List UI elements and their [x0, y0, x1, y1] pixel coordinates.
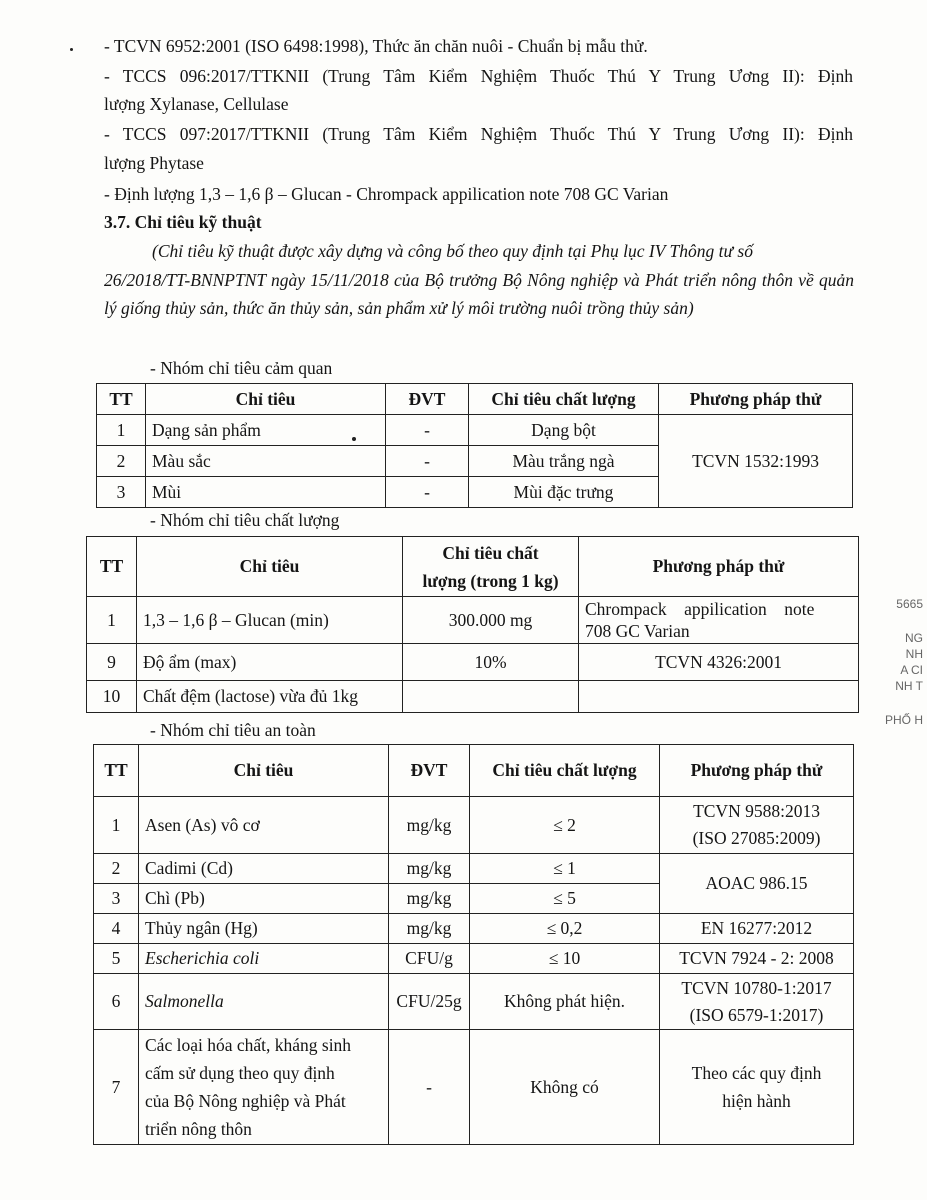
quality-spec: Màu trắng ngà	[469, 446, 659, 477]
reference-line: - Định lượng 1,3 – 1,6 β – Glucan - Chrompack appilication note 708 GC Varian	[104, 184, 669, 204]
section-heading: 3.7. Chỉ tiêu kỹ thuật	[104, 212, 262, 232]
criterion: Salmonella	[139, 974, 389, 1030]
criterion-line: cấm sử dụng theo quy định	[145, 1063, 335, 1083]
header-quality-spec	[403, 537, 579, 597]
row-number: 4	[94, 914, 139, 944]
table-row	[87, 644, 859, 681]
reference-line: lượng Xylanase, Cellulase	[104, 94, 289, 114]
criterion: Màu sắc	[146, 446, 386, 477]
criterion: Chì (Pb)	[139, 884, 389, 914]
quality-spec: Mùi đặc trưng	[469, 477, 659, 508]
reference-line: - TCCS 096:2017/TTKNII (Trung Tâm Kiểm Nghiệm Thuốc Thú Y Trung Ương II): Định	[104, 66, 853, 86]
header-quality-spec: Chỉ tiêu chất lượng	[469, 384, 659, 415]
criterion: 1,3 – 1,6 β – Glucan (min)	[137, 597, 403, 644]
table-row	[94, 914, 854, 944]
unit: -	[386, 477, 469, 508]
quality-spec: Không có	[470, 1030, 660, 1145]
header-criterion: Chỉ tiêu	[146, 384, 386, 415]
safety-group-label: - Nhóm chỉ tiêu an toàn	[150, 720, 316, 740]
row-number: 10	[87, 681, 137, 713]
row-number: 2	[97, 446, 146, 477]
stamp-fragment: PHỐ H	[884, 713, 923, 727]
quality-spec: ≤ 1	[470, 854, 660, 884]
criterion-line: triển nông thôn	[145, 1119, 252, 1139]
row-number: 6	[94, 974, 139, 1030]
quality-spec: ≤ 10	[470, 944, 660, 974]
reference-line: - TCVN 6952:2001 (ISO 6498:1998), Thức ăn chăn nuôi - Chuẩn bị mẫu thử.	[104, 36, 648, 56]
criterion: Cadimi (Cd)	[139, 854, 389, 884]
header-tt: TT	[94, 745, 139, 797]
test-method-line1: TCVN 9588:2013	[693, 801, 820, 821]
unit: -	[389, 1030, 470, 1145]
quality-spec	[403, 681, 579, 713]
header-quality-spec-line2: lượng (trong 1 kg)	[422, 570, 559, 591]
table-row	[87, 681, 859, 713]
test-method	[660, 1030, 854, 1145]
table-row	[87, 597, 859, 644]
test-method-line2: (ISO 6579-1:2017)	[689, 1004, 824, 1025]
criterion-line: Các loại hóa chất, kháng sinh	[145, 1035, 352, 1055]
stamp-fragment: A CI	[900, 663, 923, 677]
test-method-line1: Chrompack appilication note	[585, 599, 815, 619]
stamp-fragment: NH T	[895, 679, 923, 693]
header-test-method: Phương pháp thử	[660, 745, 854, 797]
quality-spec: Không phát hiện.	[470, 974, 660, 1030]
criterion-line: của Bộ Nông nghiệp và Phát	[145, 1091, 346, 1111]
table-row	[94, 797, 854, 854]
quality-spec: Dạng bột	[469, 415, 659, 446]
stamp-fragment: NH	[905, 647, 923, 661]
test-method-line2: hiện hành	[722, 1091, 791, 1111]
unit: mg/kg	[389, 854, 470, 884]
header-unit: ĐVT	[389, 745, 470, 797]
test-method: EN 16277:2012	[660, 914, 854, 944]
row-number: 7	[94, 1030, 139, 1145]
sensory-table	[96, 383, 853, 508]
quality-group-label: - Nhóm chỉ tiêu chất lượng	[150, 510, 340, 530]
row-number: 1	[94, 797, 139, 854]
scan-speck	[70, 48, 73, 51]
header-criterion: Chỉ tiêu	[137, 537, 403, 597]
unit: CFU/25g	[389, 974, 470, 1030]
header-criterion: Chỉ tiêu	[139, 745, 389, 797]
sensory-group-label: - Nhóm chỉ tiêu cảm quan	[150, 358, 333, 378]
header-tt: TT	[87, 537, 137, 597]
test-method: TCVN 4326:2001	[579, 644, 859, 681]
header-test-method: Phương pháp thử	[659, 384, 853, 415]
quality-table	[86, 536, 859, 713]
unit: mg/kg	[389, 914, 470, 944]
row-number: 5	[94, 944, 139, 974]
criterion: Mùi	[146, 477, 386, 508]
row-number: 1	[87, 597, 137, 644]
test-method-line2: 708 GC Varian	[585, 621, 690, 641]
test-method	[660, 797, 854, 854]
stamp-fragment: 5665	[896, 597, 923, 611]
test-method	[579, 597, 859, 644]
header-tt: TT	[97, 384, 146, 415]
unit: -	[386, 415, 469, 446]
criterion	[139, 1030, 389, 1145]
row-number: 2	[94, 854, 139, 884]
criterion: Escherichia coli	[139, 944, 389, 974]
quality-spec: 10%	[403, 644, 579, 681]
row-number: 1	[97, 415, 146, 446]
criterion: Asen (As) vô cơ	[139, 797, 389, 854]
regulation-note-first: (Chỉ tiêu kỹ thuật được xây dựng và công bố theo quy định tại Phụ lục IV Thông tư số	[152, 241, 753, 261]
table-row	[94, 974, 854, 1030]
test-method-line2: (ISO 27085:2009)	[692, 828, 821, 848]
quality-spec: 300.000 mg	[403, 597, 579, 644]
table-row	[94, 1030, 854, 1145]
header-quality-spec-line1: Chỉ tiêu chất	[442, 542, 539, 563]
criterion: Dạng sản phẩm	[146, 415, 386, 446]
header-quality-spec: Chỉ tiêu chất lượng	[470, 745, 660, 797]
unit: mg/kg	[389, 884, 470, 914]
test-method: TCVN 7924 - 2: 2008	[660, 944, 854, 974]
test-method: AOAC 986.15	[660, 854, 854, 914]
header-test-method: Phương pháp thử	[579, 537, 859, 597]
quality-spec: ≤ 5	[470, 884, 660, 914]
table-row	[94, 854, 854, 884]
criterion: Thủy ngân (Hg)	[139, 914, 389, 944]
test-method	[579, 681, 859, 713]
test-method-line1: TCVN 10780-1:2017	[681, 977, 832, 998]
reference-line: lượng Phytase	[104, 153, 204, 173]
unit: CFU/g	[389, 944, 470, 974]
table-row	[94, 944, 854, 974]
test-method-line1: Theo các quy định	[691, 1063, 822, 1083]
row-number: 3	[97, 477, 146, 508]
reference-line: - TCCS 097:2017/TTKNII (Trung Tâm Kiểm Nghiệm Thuốc Thú Y Trung Ương II): Định	[104, 124, 853, 144]
unit: -	[386, 446, 469, 477]
stamp-fragment: NG	[905, 631, 923, 645]
regulation-note	[104, 237, 854, 323]
row-number: 9	[87, 644, 137, 681]
margin-stamp	[885, 596, 923, 728]
safety-table	[93, 744, 854, 1145]
criterion: Độ ẩm (max)	[137, 644, 403, 681]
row-number: 3	[94, 884, 139, 914]
criterion: Chất đệm (lactose) vừa đủ 1kg	[137, 681, 403, 713]
header-unit: ĐVT	[386, 384, 469, 415]
test-method: TCVN 1532:1993	[659, 415, 853, 508]
test-method	[660, 974, 854, 1030]
quality-spec: ≤ 0,2	[470, 914, 660, 944]
regulation-note-rest: 26/2018/TT-BNNPTNT ngày 15/11/2018 của Bộ trưởng Bộ Nông nghiệp và Phát triển nông thôn về quản lý giống thủy sản, thức ăn thủy sản, sản phẩm xử lý môi trường nuôi trồng thủy sản)	[104, 269, 854, 318]
table-row	[97, 415, 853, 446]
unit: mg/kg	[389, 797, 470, 854]
quality-spec: ≤ 2	[470, 797, 660, 854]
